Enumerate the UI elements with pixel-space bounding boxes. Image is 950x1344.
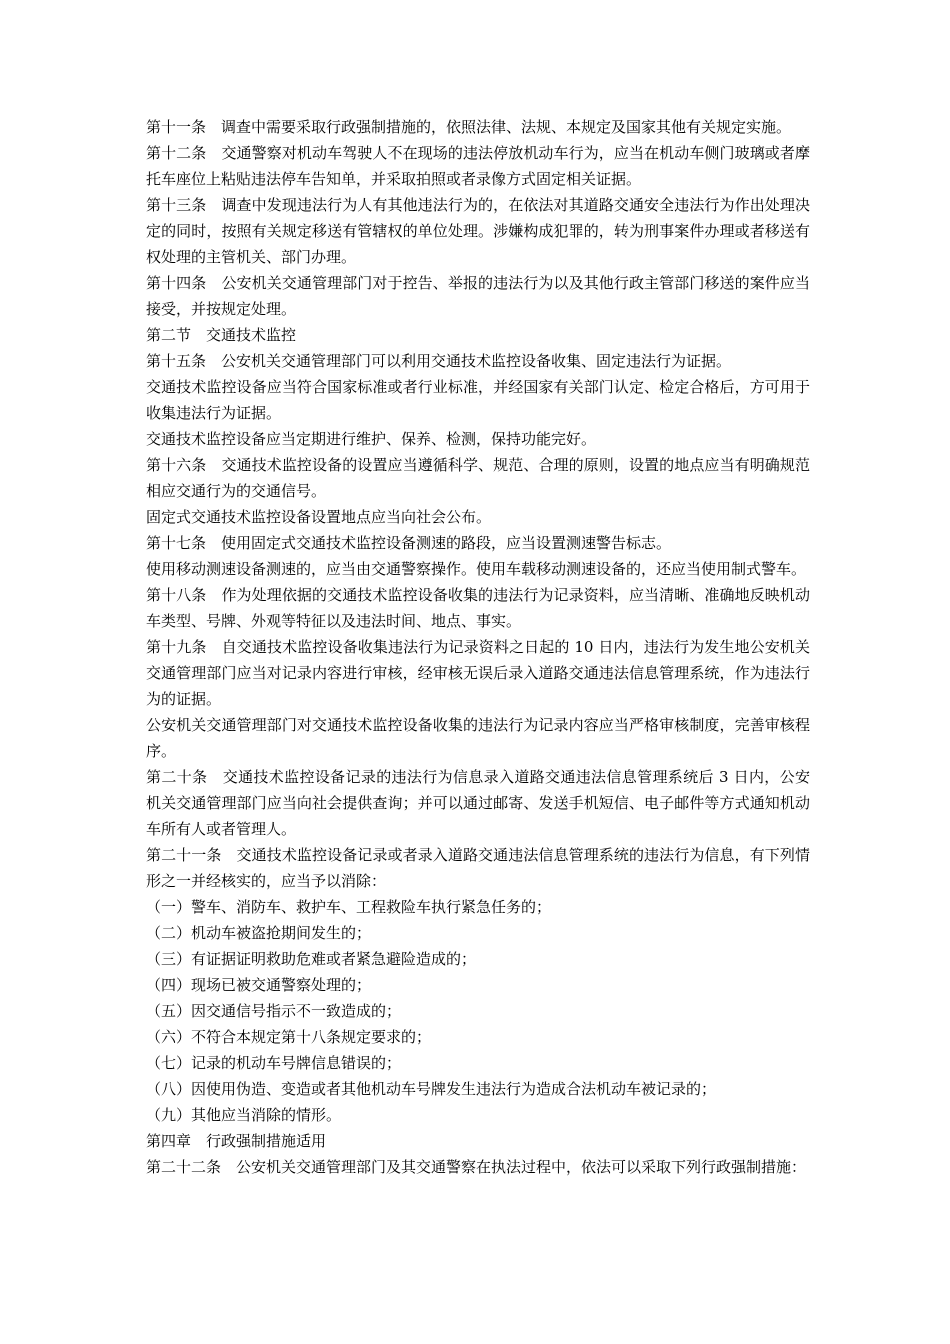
article-12: 第十二条 交通警察对机动车驾驶人不在现场的违法停放机动车行为，应当在机动车侧门玻璃或者摩托车座位上粘贴违法停车告知单，并采取拍照或者录像方式固定相关证据。 bbox=[146, 144, 810, 188]
article-22: 第二十二条 公安机关交通管理部门及其交通警察在执法过程中，依法可以采取下列行政强制措施： bbox=[146, 1158, 807, 1176]
article-20: 第二十条 交通技术监控设备记录的违法行为信息录入道路交通违法信息管理系统后 3 日内，公安机关交通管理部门应当向社会提供查询；并可以通过邮寄、发送手机短信、电子邮件等方式通知机动车所有人或者管理人。 bbox=[146, 768, 810, 838]
document-body bbox=[146, 114, 810, 1180]
article-17: 第十七条 使用固定式交通技术监控设备测速的路段，应当设置测速警告标志。 bbox=[146, 534, 672, 552]
article-16: 第十六条 交通技术监控设备的设置应当遵循科学、规范、合理的原则，设置的地点应当有明确规范相应交通行为的交通信号。 bbox=[146, 456, 810, 500]
article-17-clause-2: 使用移动测速设备测速的，应当由交通警察操作。使用车载移动测速设备的，还应当使用制式警车。 bbox=[146, 560, 807, 578]
article-11: 第十一条 调查中需要采取行政强制措施的，依照法律、法规、本规定及国家其他有关规定实施。 bbox=[146, 118, 792, 136]
article-19-clause-2: 公安机关交通管理部门对交通技术监控设备收集的违法行为记录内容应当严格审核制度，完善审核程序。 bbox=[146, 716, 810, 760]
article-21: 第二十一条 交通技术监控设备记录或者录入道路交通违法信息管理系统的违法行为信息，有下列情形之一并经核实的，应当予以消除： bbox=[146, 846, 810, 890]
article-14: 第十四条 公安机关交通管理部门对于控告、举报的违法行为以及其他行政主管部门移送的案件应当接受，并按规定处理。 bbox=[146, 274, 810, 318]
article-21-item-8: （八）因使用伪造、变造或者其他机动车号牌发生违法行为造成合法机动车被记录的； bbox=[146, 1080, 717, 1098]
article-15-clause-3: 交通技术监控设备应当定期进行维护、保养、检测，保持功能完好。 bbox=[146, 430, 597, 448]
article-21-item-6: （六）不符合本规定第十八条规定要求的； bbox=[146, 1028, 432, 1046]
article-15-clause-2: 交通技术监控设备应当符合国家标准或者行业标准，并经国家有关部门认定、检定合格后，方可用于收集违法行为证据。 bbox=[146, 378, 810, 422]
article-15: 第十五条 公安机关交通管理部门可以利用交通技术监控设备收集、固定违法行为证据。 bbox=[146, 352, 732, 370]
article-21-item-2: （二）机动车被盗抢期间发生的； bbox=[146, 924, 372, 942]
article-16-clause-2: 固定式交通技术监控设备设置地点应当向社会公布。 bbox=[146, 508, 492, 526]
article-21-item-3: （三）有证据证明救助危难或者紧急避险造成的； bbox=[146, 950, 477, 968]
chapter-heading: 第四章 行政强制措施适用 bbox=[146, 1132, 327, 1150]
article-21-item-7: （七）记录的机动车号牌信息错误的； bbox=[146, 1054, 402, 1072]
article-21-item-1: （一）警车、消防车、救护车、工程救险车执行紧急任务的； bbox=[146, 898, 552, 916]
article-13: 第十三条 调查中发现违法行为人有其他违法行为的，在依法对其道路交通安全违法行为作出处理决定的同时，按照有关规定移送有管辖权的单位处理。涉嫌构成犯罪的，转为刑事案件办理或者移送有权处理的主管机关、部门办理。 bbox=[146, 196, 810, 266]
article-21-item-4: （四）现场已被交通警察处理的； bbox=[146, 976, 372, 994]
article-19: 第十九条 自交通技术监控设备收集违法行为记录资料之日起的 10 日内，违法行为发生地公安机关交通管理部门应当对记录内容进行审核，经审核无误后录入道路交通违法信息管理系统，作为违法行为的证据。 bbox=[146, 638, 810, 708]
section-heading: 第二节 交通技术监控 bbox=[146, 326, 297, 344]
article-21-item-5: （五）因交通信号指示不一致造成的； bbox=[146, 1002, 402, 1020]
article-21-item-9: （九）其他应当消除的情形。 bbox=[146, 1106, 342, 1124]
article-18: 第十八条 作为处理依据的交通技术监控设备收集的违法行为记录资料，应当清晰、准确地反映机动车类型、号牌、外观等特征以及违法时间、地点、事实。 bbox=[146, 586, 810, 630]
